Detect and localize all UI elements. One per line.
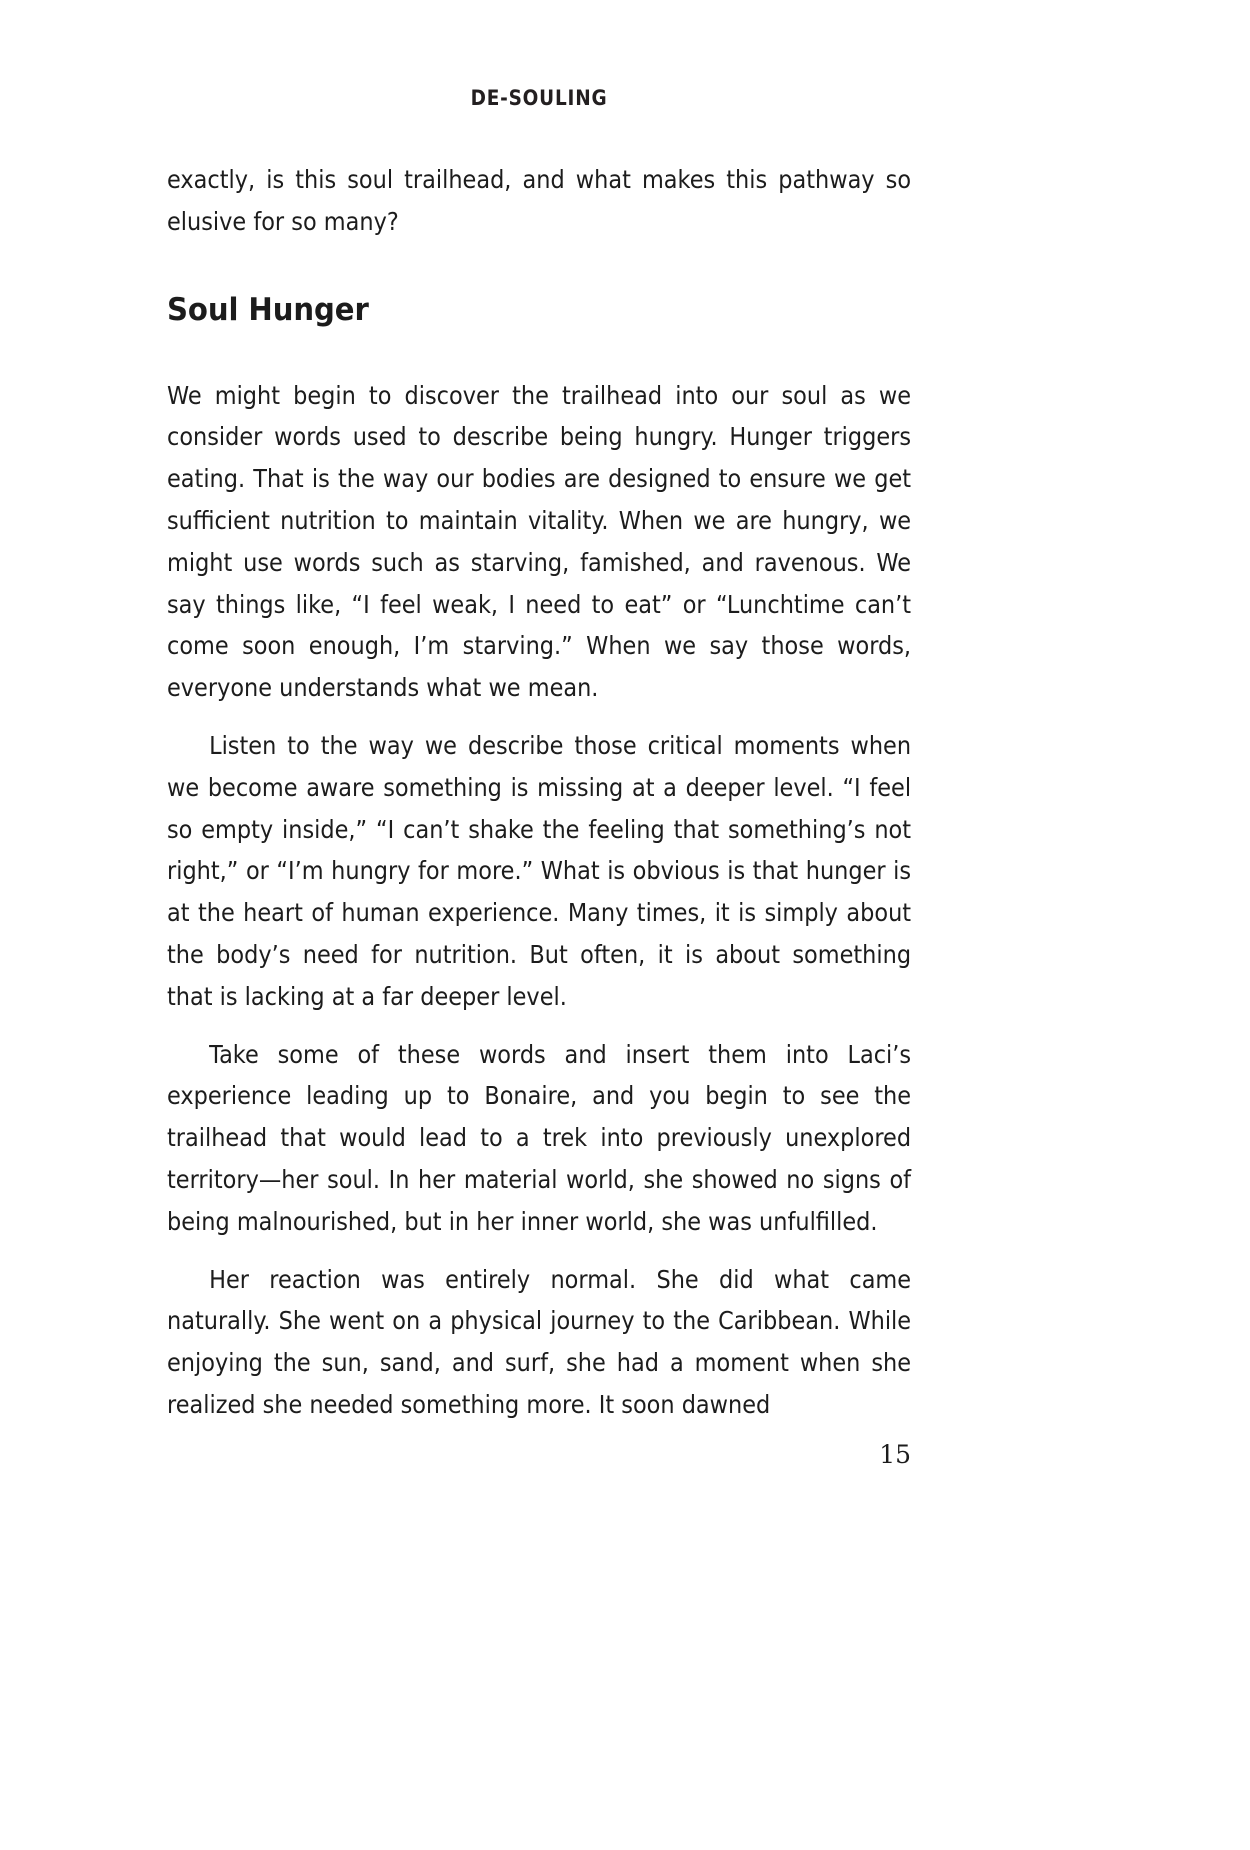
paragraph-continued-from-previous-page: exactly, is this soul trailhead, and what makes this pathway so elusive for so many?	[167, 165, 912, 236]
page-number: 15	[879, 1440, 911, 1469]
page-content-column	[167, 0, 912, 1469]
paragraph-3: Take some of these words and insert them into Laci’s experience leading up to Bonaire, and you begin to see the trailhead that would lead to a trek into previously unexplored territory—her soul. In her material world, she showed no signs of being malnourished, but in her inner world, she was unfulfilled.	[167, 1039, 912, 1236]
paragraph-1: We might begin to discover the trailhead into our soul as we consider words used to describe being hungry. Hunger triggers eating. That is the way our bodies are designed to ensure we get sufficient nutrition to maintain vitality. When we are hungry, we might use words such as starving, famished, and ravenous. We say things like, “I feel weak, I need to eat” or “Lunchtime can’t come soon enough, I’m starving.” When we say those words, everyone understands what we mean.	[167, 380, 912, 703]
paragraph-2: Listen to the way we describe those critical moments when we become aware something is missing at a deeper level. “I feel so empty inside,” “I can’t shake the feeling that something’s not right,” or “I’m hungry for more.” What is obvious is that hunger is at the heart of human experience. Many times, it is simply about the body’s need for nutrition. But often, it is about something that is lacking at a far deeper level.	[167, 730, 912, 1011]
section-heading: Soul Hunger	[167, 291, 369, 328]
paragraph-4: Her reaction was entirely normal. She did what came naturally. She went on a physical journey to the Caribbean. While enjoying the sun, sand, and surf, she had a moment when she realized she needed something more. It soon dawned	[167, 1264, 912, 1419]
running-head: DE-SOULING	[470, 86, 608, 110]
